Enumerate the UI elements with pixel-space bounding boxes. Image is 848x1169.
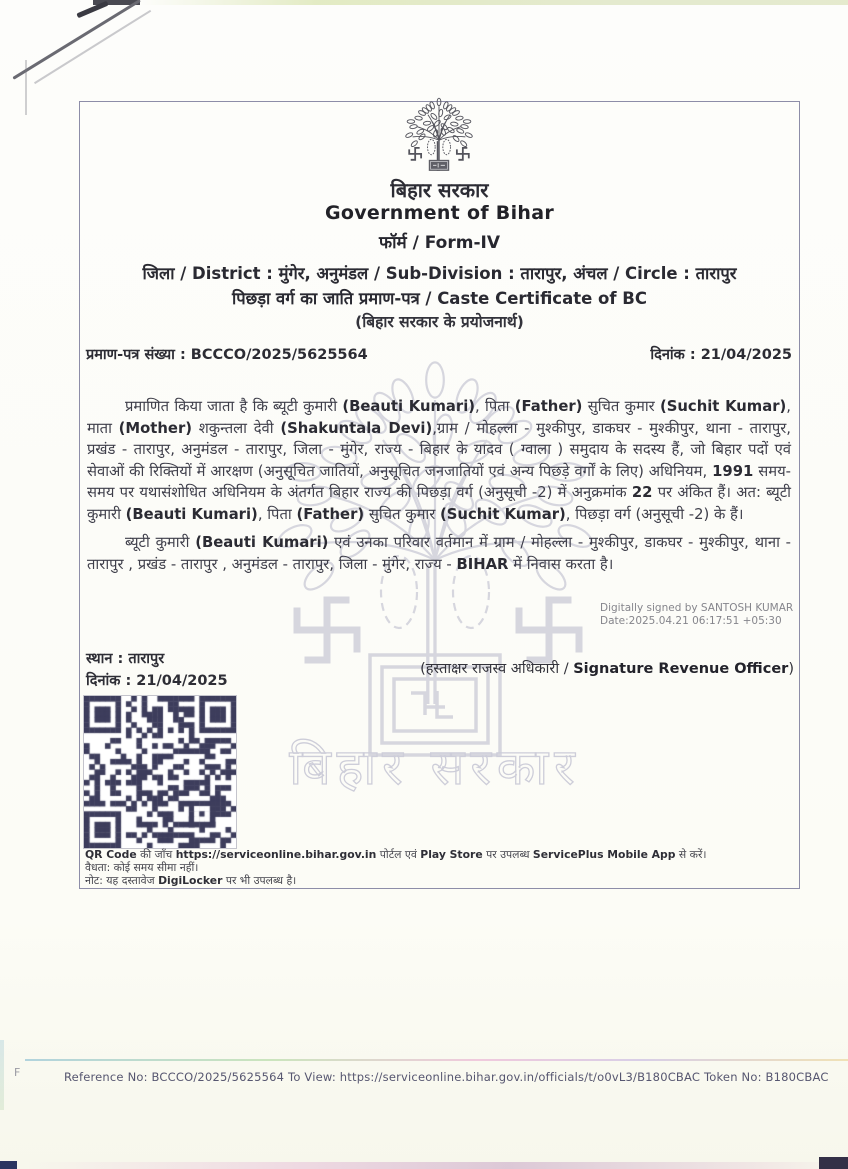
scan-diagonal-artifact-faint — [34, 10, 151, 84]
scan-separator-line — [25, 1059, 848, 1061]
form-number: फॉर्म / Form-IV — [379, 233, 500, 253]
digilocker-note: नोट: यह दस्तावेज DigiLocker पर भी उपलब्ध है। — [85, 874, 297, 887]
scan-left-edge-artifact — [0, 1040, 4, 1110]
validity-note: वैधता: कोई समय सीमा नहीं। — [85, 861, 199, 874]
scan-corner-block-right — [819, 1157, 848, 1169]
place-label: स्थान : तारापुर — [86, 651, 165, 667]
certificate-meta-row — [86, 344, 792, 364]
district-subdivision-circle-line: जिला / District : मुंगेर, अनुमंडल / Sub-Division : तारापुर, अंचल / Circle : तारापुर — [142, 264, 737, 283]
purpose-line: (बिहार सरकार के प्रयोजनार्थ) — [355, 313, 524, 331]
footer-notes — [85, 848, 706, 887]
title-hindi: बिहार सरकार — [390, 178, 489, 202]
certificate-border-frame — [79, 101, 800, 889]
watermark-text: बिहार सरकार — [289, 738, 581, 796]
certificate-date: दिनांक : 21/04/2025 — [650, 347, 792, 363]
digital-signature-line2: Date:2025.04.21 06:17:51 +05:30 — [600, 615, 782, 627]
certificate-title: पिछड़ा वर्ग का जाति प्रमाण-पत्र / Caste Certificate of BC — [232, 289, 647, 308]
scan-top-tint-artifact — [140, 0, 848, 5]
scan-vertical-line-artifact — [25, 60, 27, 115]
qr-check-note: QR Code की जाँच https://serviceonline.bihar.gov.in पोर्टल एवं Play Store पर उपलब्ध ServicePlus Mobile App से करें। — [85, 848, 707, 861]
signing-date-label: दिनांक : 21/04/2025 — [86, 673, 228, 689]
certificate-number: प्रमाण-पत्र संख्या : BCCCO/2025/5625564 — [86, 347, 368, 363]
bihar-emblem-icon — [400, 96, 478, 176]
digital-signature-line1: Digitally signed by SANTOSH KUMAR — [600, 602, 794, 614]
revenue-officer-signature-line: (हस्ताक्षर राजस्व अधिकारी / Signature Revenue Officer) — [420, 661, 794, 677]
scan-bottom-smear-artifact — [0, 1162, 848, 1169]
digital-signature-block — [600, 602, 793, 628]
qr-code — [83, 695, 237, 849]
certificate-paragraph-1: प्रमाणित किया जाता है कि ब्यूटी कुमारी (Beauti Kumari), पिता (Father) सुचित कुमार (Suchit Kumar), माता (Mother) शकुन्तला देवी (Shakuntala Devi),ग्राम / मोहल्ला - मुश्कीपुर, डाकघर - मुश्कीपुर, थाना - तारापुर, प्रखंड - तारापुर, अनुमंडल - तारापुर, जिला - मुंगेर, राज्य - बिहार के यादव ( ग्वाला ) समुदाय के सदस्य हैं, जो बिहार पदों एवं सेवाओं की रिक्तियों में आरक्षण (अनुसूचित जातियों, अनुसूचित जनजातियों एवं अन्य पिछड़े वर्गों के लिए) अधिनियम, 1991 समय-समय पर यथासंशोधित अधिनियम के अंतर्गत बिहार राज्य की पिछड़ा वर्ग (अनुसूची -2) में अनुक्रमांक 22 पर अंकित हैं। अत: ब्यूटी कुमारी (Beauti Kumari), पिता (Father) सुचित कुमार (Suchit Kumar), पिछड़ा वर्ग (अनुसूची -2) के हैं। — [87, 398, 792, 523]
reference-line: Reference No: BCCCO/2025/5625564 To View: https://serviceonline.bihar.gov.in/officials/t/o0vL3/B180CBAC Token No: B180CBAC — [64, 1070, 829, 1084]
title-english: Government of Bihar — [324, 202, 555, 224]
scan-diagonal-artifact — [12, 0, 140, 79]
scan-corner-block-left — [0, 1161, 17, 1169]
scan-stray-mark: F — [14, 1066, 21, 1079]
certificate-paragraph-2: ब्यूटी कुमारी (Beauti Kumari) एवं उनका परिवार वर्तमान में ग्राम / मोहल्ला - मुश्कीपुर, डाकघर - मुश्कीपुर, थाना - तारापुर , प्रखंड - तारापुर , अनुमंडल - तारापुर, जिला - मुंगेर, राज्य - BIHAR में निवास करता है। — [87, 534, 791, 573]
